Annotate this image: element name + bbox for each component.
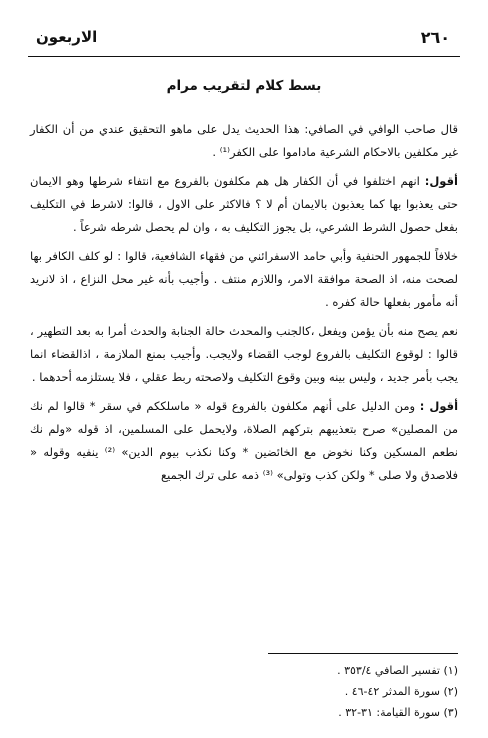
paragraph-3 — [30, 245, 458, 314]
paragraph-text: نعم يصح منه بأن يؤمن ويفعل ،كالجنب والمحدث حالة الجنابة والحدث أمرا به بعد التطهير ، قالوا : لوقوع التكليف بالفروع لوجب القضاء ولايجب. وأجيب بمنع الملازمة ، اذالقضاء انما يجب بأمر جديد ، وليس بينه وبين وقوع التكليف ولاصحته ربط عقلي ، فلا يستلزمه أحدهما . — [30, 324, 458, 384]
section-title: بسط كلام لتقريب مرام — [166, 78, 322, 94]
header-rule — [28, 56, 460, 57]
page-number: ٢٦٠ — [420, 28, 450, 47]
running-title: الاربعون — [36, 28, 98, 46]
paragraph-lead: أقول : — [419, 399, 459, 413]
footnote-3: (٣) سورة القيامة: ٣١-٣٢ . — [338, 706, 458, 719]
paragraph-text: قال صاحب الوافي في الصافي: هذا الحديث يدل على ماهو التحقيق عندي من أن الكفار غير مكلفين بالاحكام الشرعية ماداموا على الكفر⁽¹⁾ . — [30, 122, 458, 159]
page-header — [28, 22, 460, 52]
footnotes — [30, 660, 458, 723]
paragraph-lead: أقول: — [424, 174, 458, 188]
paragraph-5 — [30, 395, 458, 487]
paragraph-1 — [30, 118, 458, 164]
paragraph-text: خلافاً للجمهور الحنفية وأبي حامد الاسفرائني من فقهاء الشافعية، قالوا : لو كلف الكافر بها لصحت منه، اذ الصحة موافقة الامر، واللازم منتف . وأجيب بأنه غير محل النزاع ، اذ لانريد أنه مأمور بفعلها حالة كفره . — [30, 249, 458, 309]
footnote-1: (١) تفسير الصافي ٣٥٣/٤ . — [337, 664, 458, 677]
paragraph-text: انهم اختلفوا في أن الكفار هل هم مكلفون بالفروع مع انتفاء شرطها وهو الايمان حتى يعذبوا بها كما يعذبون بالايمان أم لا ؟ فالاكثر على الاول ، قالوا: لاشرط في التكليف بفعل حصول الشرط الشرعي، بل يجوز التكليف به ، وان لم يحصل شرطه شرعاً . — [30, 174, 458, 234]
footnote-2: (٢) سورة المدثر ٤٢-٤٦ . — [344, 685, 458, 698]
body-text — [30, 118, 458, 493]
paragraph-4 — [30, 320, 458, 389]
footnote-rule — [268, 653, 458, 654]
paragraph-2 — [30, 170, 458, 239]
paragraph-text: ومن الدليل على أنهم مكلفون بالفروع قوله « ماسلككم في سقر * قالوا لم نك من المصلين» صرح بتعذيبهم بتركهم الصلاة، ولايحمل على المسلمين، اذ قوله «ولم نك نطعم المسكين وكنا نخوض مع الخائضين * وكنا نكذب بيوم الدين» ⁽²⁾ ينفيه وقوله « فلاصدق ولا صلى * ولكن كذب وتولى» ⁽³⁾ ذمه على ترك الجميع — [30, 399, 458, 482]
